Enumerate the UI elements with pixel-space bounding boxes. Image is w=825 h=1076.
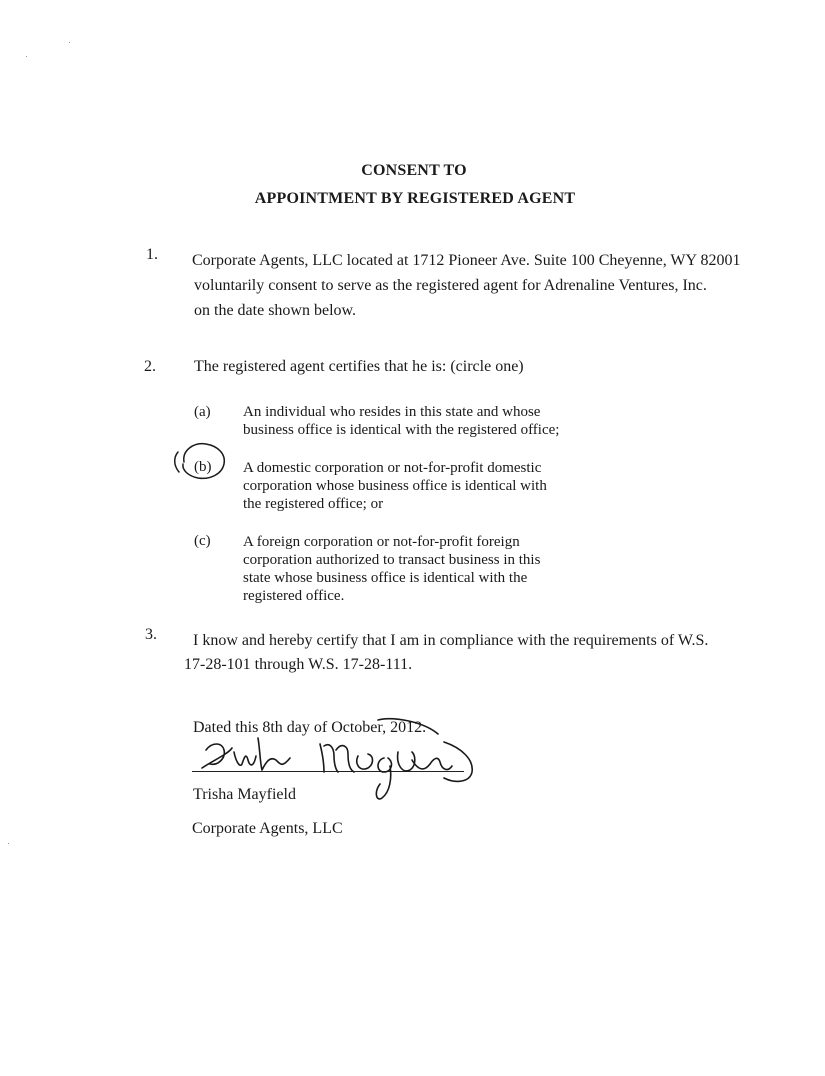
item-1-number: 1. <box>146 246 158 263</box>
option-b-line-2: corporation whose business office is identical with <box>243 478 547 494</box>
title-line-2: APPOINTMENT BY REGISTERED AGENT <box>254 190 576 207</box>
item-2-line-1: The registered agent certifies that he is: (circle one) <box>194 358 524 375</box>
hand-drawn-circle-icon <box>170 438 232 484</box>
signer-name: Trisha Mayfield <box>193 786 296 803</box>
item-1-line-2: voluntarily consent to serve as the registered agent for Adrenaline Ventures, Inc. <box>194 277 707 294</box>
item-3-number: 3. <box>145 626 157 643</box>
scan-speck <box>26 56 27 57</box>
scan-speck <box>8 843 9 844</box>
item-3-line-1: I know and hereby certify that I am in compliance with the requirements of W.S. <box>193 632 709 649</box>
option-b-line-1: A domestic corporation or not-for-profit domestic <box>243 460 542 476</box>
option-a-line-2: business office is identical with the registered office; <box>243 422 560 438</box>
option-c-line-2: corporation authorized to transact business in this <box>243 552 541 568</box>
option-c-line-4: registered office. <box>243 588 345 604</box>
signer-company: Corporate Agents, LLC <box>192 820 343 837</box>
item-1-line-1: Corporate Agents, LLC located at 1712 Pioneer Ave. Suite 100 Cheyenne, WY 82001 <box>192 252 741 269</box>
option-a-line-1: An individual who resides in this state and whose <box>243 404 541 420</box>
option-b-line-3: the registered office; or <box>243 496 384 512</box>
option-a-letter: (a) <box>194 404 211 420</box>
scan-speck <box>69 42 70 43</box>
option-c-letter: (c) <box>194 533 211 549</box>
dated-line: Dated this 8th day of October, 2012. <box>193 719 427 736</box>
item-3-line-2: 17-28-101 through W.S. 17-28-111. <box>184 656 413 673</box>
option-c-line-3: state whose business office is identical with the <box>243 570 528 586</box>
title-line-1: CONSENT TO <box>361 162 467 179</box>
option-b-letter: (b) <box>194 459 212 475</box>
item-1-line-3: on the date shown below. <box>194 302 357 319</box>
item-2-number: 2. <box>144 358 156 375</box>
option-c-line-1: A foreign corporation or not-for-profit foreign <box>243 534 520 550</box>
